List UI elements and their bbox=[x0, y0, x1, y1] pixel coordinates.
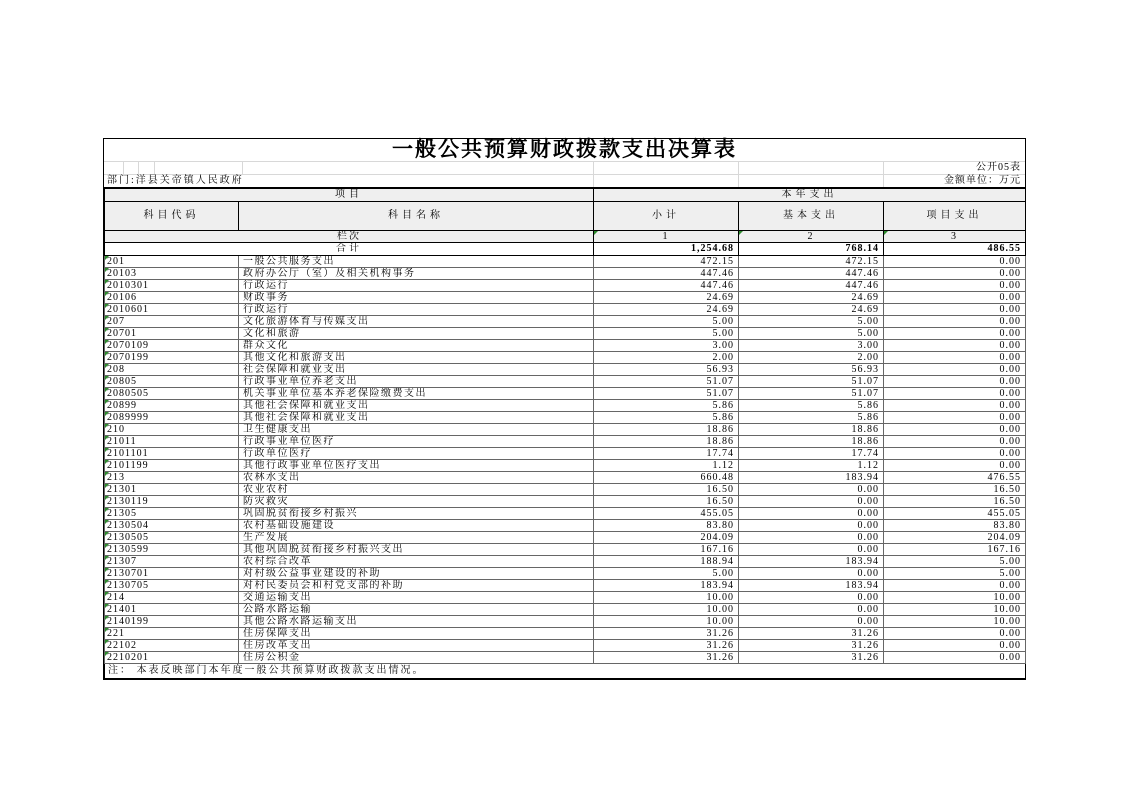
table-row bbox=[105, 328, 1026, 340]
gridline bbox=[593, 162, 594, 174]
subtotal-cell: 188.94 bbox=[594, 556, 739, 568]
subject-code-cell: 2130599 bbox=[105, 544, 239, 556]
subtotal-cell: 83.80 bbox=[594, 520, 739, 532]
subject-name-cell: 一般公共服务支出 bbox=[239, 256, 594, 268]
subject-code-cell: 20103 bbox=[105, 268, 239, 280]
cell-flag-icon bbox=[105, 592, 109, 596]
basic-expenditure-cell: 447.46 bbox=[739, 268, 884, 280]
subject-name-cell: 对村级公益事业建设的补助 bbox=[239, 568, 594, 580]
basic-expenditure-cell: 0.00 bbox=[739, 604, 884, 616]
basic-expenditure-cell: 51.07 bbox=[739, 376, 884, 388]
subtotal-cell: 472.15 bbox=[594, 256, 739, 268]
header-subtotal: 小计 bbox=[594, 202, 739, 231]
table-row bbox=[105, 652, 1026, 664]
table-row bbox=[105, 532, 1026, 544]
cell-flag-icon bbox=[105, 328, 109, 332]
subject-code-cell: 21305 bbox=[105, 508, 239, 520]
subject-name-cell: 农村基础设施建设 bbox=[239, 520, 594, 532]
project-expenditure-cell: 0.00 bbox=[884, 304, 1026, 316]
table-row bbox=[105, 568, 1026, 580]
basic-expenditure-cell: 0.00 bbox=[739, 496, 884, 508]
subject-code-cell: 21307 bbox=[105, 556, 239, 568]
subtotal-cell: 3.00 bbox=[594, 340, 739, 352]
project-expenditure-cell: 0.00 bbox=[884, 400, 1026, 412]
table-row bbox=[105, 352, 1026, 364]
project-expenditure-cell: 0.00 bbox=[884, 280, 1026, 292]
subtotal-cell: 204.09 bbox=[594, 532, 739, 544]
cell-flag-icon bbox=[105, 412, 109, 416]
table-row bbox=[105, 628, 1026, 640]
project-expenditure-cell: 0.00 bbox=[884, 268, 1026, 280]
subtotal-cell: 51.07 bbox=[594, 376, 739, 388]
subject-name-cell: 群众文化 bbox=[239, 340, 594, 352]
project-expenditure-cell: 16.50 bbox=[884, 496, 1026, 508]
gridline bbox=[138, 162, 139, 174]
total-project: 486.55 bbox=[884, 243, 1026, 256]
cell-flag-icon bbox=[105, 280, 109, 284]
table-row bbox=[105, 448, 1026, 460]
project-expenditure-cell: 5.00 bbox=[884, 556, 1026, 568]
gridline bbox=[242, 162, 243, 174]
table-row bbox=[105, 316, 1026, 328]
lane-label: 栏次 bbox=[105, 231, 594, 243]
subject-code-cell: 2080505 bbox=[105, 388, 239, 400]
cell-flag-icon bbox=[105, 616, 109, 620]
project-expenditure-cell: 0.00 bbox=[884, 328, 1026, 340]
basic-expenditure-cell: 51.07 bbox=[739, 388, 884, 400]
cell-flag-icon bbox=[105, 652, 109, 656]
cell-flag-icon bbox=[105, 388, 109, 392]
cell-flag-icon bbox=[739, 231, 743, 235]
table-row bbox=[105, 424, 1026, 436]
lane-index-1: 1 bbox=[594, 231, 739, 243]
subtotal-cell: 455.05 bbox=[594, 508, 739, 520]
subject-code-cell: 213 bbox=[105, 472, 239, 484]
subject-name-cell: 交通运输支出 bbox=[239, 592, 594, 604]
table-row bbox=[105, 280, 1026, 292]
table-row bbox=[105, 604, 1026, 616]
subject-code-cell: 2101199 bbox=[105, 460, 239, 472]
cell-flag-icon bbox=[105, 376, 109, 380]
gridline bbox=[123, 162, 124, 174]
subject-name-cell: 社会保障和就业支出 bbox=[239, 364, 594, 376]
subtotal-cell: 31.26 bbox=[594, 640, 739, 652]
project-expenditure-cell: 0.00 bbox=[884, 376, 1026, 388]
basic-expenditure-cell: 183.94 bbox=[739, 472, 884, 484]
subject-name-cell: 住房保障支出 bbox=[239, 628, 594, 640]
header-project-expenditure: 项目支出 bbox=[884, 202, 1026, 231]
cell-flag-icon bbox=[105, 364, 109, 368]
subject-code-cell: 20701 bbox=[105, 328, 239, 340]
table-row bbox=[105, 304, 1026, 316]
subject-code-cell: 21401 bbox=[105, 604, 239, 616]
subject-code-cell: 21011 bbox=[105, 436, 239, 448]
subject-name-cell: 政府办公厅（室）及相关机构事务 bbox=[239, 268, 594, 280]
subtotal-cell: 5.86 bbox=[594, 400, 739, 412]
subject-name-cell: 财政事务 bbox=[239, 292, 594, 304]
cell-flag-icon bbox=[105, 484, 109, 488]
table-row bbox=[105, 268, 1026, 280]
cell-flag-icon bbox=[884, 231, 888, 235]
subject-code-cell: 2140199 bbox=[105, 616, 239, 628]
report-title: 一般公共预算财政拨款支出决算表 bbox=[104, 139, 1025, 162]
subject-code-cell: 2010301 bbox=[105, 280, 239, 292]
subtotal-cell: 51.07 bbox=[594, 388, 739, 400]
project-expenditure-cell: 83.80 bbox=[884, 520, 1026, 532]
basic-expenditure-cell: 31.26 bbox=[739, 640, 884, 652]
subject-code-cell: 208 bbox=[105, 364, 239, 376]
cell-flag-icon bbox=[105, 436, 109, 440]
subtotal-cell: 18.86 bbox=[594, 436, 739, 448]
cell-flag-icon bbox=[105, 268, 109, 272]
subject-code-cell: 20106 bbox=[105, 292, 239, 304]
subtotal-cell: 10.00 bbox=[594, 604, 739, 616]
subject-name-cell: 其他文化和旅游支出 bbox=[239, 352, 594, 364]
subtotal-cell: 660.48 bbox=[594, 472, 739, 484]
cell-flag-icon bbox=[105, 400, 109, 404]
total-basic: 768.14 bbox=[739, 243, 884, 256]
gridline bbox=[883, 175, 884, 187]
table-row bbox=[105, 292, 1026, 304]
table-row bbox=[105, 484, 1026, 496]
subject-name-cell: 防灾救灾 bbox=[239, 496, 594, 508]
subject-code-cell: 2070199 bbox=[105, 352, 239, 364]
subtotal-cell: 17.74 bbox=[594, 448, 739, 460]
subject-code-cell: 210 bbox=[105, 424, 239, 436]
project-expenditure-cell: 5.00 bbox=[884, 568, 1026, 580]
project-expenditure-cell: 10.00 bbox=[884, 592, 1026, 604]
subject-name-cell: 农村综合改革 bbox=[239, 556, 594, 568]
table-row bbox=[105, 508, 1026, 520]
project-expenditure-cell: 0.00 bbox=[884, 448, 1026, 460]
project-expenditure-cell: 0.00 bbox=[884, 388, 1026, 400]
subject-code-cell: 221 bbox=[105, 628, 239, 640]
project-expenditure-cell: 0.00 bbox=[884, 316, 1026, 328]
cell-flag-icon bbox=[105, 604, 109, 608]
subject-code-cell: 201 bbox=[105, 256, 239, 268]
table-body bbox=[105, 256, 1026, 664]
project-expenditure-cell: 0.00 bbox=[884, 412, 1026, 424]
subject-name-cell: 其他社会保障和就业支出 bbox=[239, 400, 594, 412]
table-row bbox=[105, 640, 1026, 652]
cell-flag-icon bbox=[105, 580, 109, 584]
subtotal-cell: 10.00 bbox=[594, 592, 739, 604]
basic-expenditure-cell: 24.69 bbox=[739, 292, 884, 304]
basic-expenditure-cell: 447.46 bbox=[739, 280, 884, 292]
subject-name-cell: 其他行政事业单位医疗支出 bbox=[239, 460, 594, 472]
project-expenditure-cell: 0.00 bbox=[884, 424, 1026, 436]
basic-expenditure-cell: 17.74 bbox=[739, 448, 884, 460]
gridline bbox=[154, 162, 155, 174]
subject-code-cell: 22102 bbox=[105, 640, 239, 652]
project-expenditure-cell: 0.00 bbox=[884, 352, 1026, 364]
subtotal-cell: 5.00 bbox=[594, 328, 739, 340]
project-expenditure-cell: 167.16 bbox=[884, 544, 1026, 556]
expenditure-report-sheet bbox=[103, 138, 1026, 680]
lane-index-2: 2 bbox=[739, 231, 884, 243]
subject-code-cell: 2089999 bbox=[105, 412, 239, 424]
total-row bbox=[105, 243, 1026, 256]
project-expenditure-cell: 10.00 bbox=[884, 604, 1026, 616]
department-label: 部门:洋县关帝镇人民政府 bbox=[107, 175, 244, 186]
subject-name-cell: 其他巩固脱贫衔接乡村振兴支出 bbox=[239, 544, 594, 556]
expenditure-table bbox=[104, 188, 1026, 679]
subtotal-cell: 5.86 bbox=[594, 412, 739, 424]
project-expenditure-cell: 0.00 bbox=[884, 256, 1026, 268]
cell-flag-icon bbox=[105, 628, 109, 632]
basic-expenditure-cell: 2.00 bbox=[739, 352, 884, 364]
header-project-group: 项目 bbox=[105, 189, 594, 202]
subject-code-cell: 2130504 bbox=[105, 520, 239, 532]
total-label: 合计 bbox=[105, 243, 594, 256]
subject-name-cell: 其他公路水路运输支出 bbox=[239, 616, 594, 628]
subject-code-cell: 21301 bbox=[105, 484, 239, 496]
subject-code-cell: 2130505 bbox=[105, 532, 239, 544]
subject-name-cell: 行政事业单位养老支出 bbox=[239, 376, 594, 388]
project-expenditure-cell: 476.55 bbox=[884, 472, 1026, 484]
subtotal-cell: 31.26 bbox=[594, 652, 739, 664]
table-row bbox=[105, 592, 1026, 604]
subject-name-cell: 行政运行 bbox=[239, 280, 594, 292]
table-row bbox=[105, 616, 1026, 628]
cell-flag-icon bbox=[105, 292, 109, 296]
basic-expenditure-cell: 5.86 bbox=[739, 412, 884, 424]
subject-code-cell: 207 bbox=[105, 316, 239, 328]
total-subtotal: 1,254.68 bbox=[594, 243, 739, 256]
group-header-row bbox=[105, 189, 1026, 202]
subject-name-cell: 文化和旅游 bbox=[239, 328, 594, 340]
subject-name-cell: 其他社会保障和就业支出 bbox=[239, 412, 594, 424]
basic-expenditure-cell: 0.00 bbox=[739, 508, 884, 520]
subject-code-cell: 2130119 bbox=[105, 496, 239, 508]
table-row bbox=[105, 544, 1026, 556]
table-row bbox=[105, 412, 1026, 424]
subject-name-cell: 文化旅游体育与传媒支出 bbox=[239, 316, 594, 328]
basic-expenditure-cell: 5.86 bbox=[739, 400, 884, 412]
basic-expenditure-cell: 56.93 bbox=[739, 364, 884, 376]
basic-expenditure-cell: 0.00 bbox=[739, 592, 884, 604]
table-row bbox=[105, 472, 1026, 484]
subtotal-cell: 5.00 bbox=[594, 316, 739, 328]
project-expenditure-cell: 0.00 bbox=[884, 340, 1026, 352]
basic-expenditure-cell: 0.00 bbox=[739, 544, 884, 556]
subject-name-cell: 公路水路运输 bbox=[239, 604, 594, 616]
subject-code-cell: 2101101 bbox=[105, 448, 239, 460]
note-row bbox=[105, 664, 1026, 679]
header-subject-name: 科目名称 bbox=[239, 202, 594, 231]
table-row bbox=[105, 364, 1026, 376]
subtotal-cell: 183.94 bbox=[594, 580, 739, 592]
cell-flag-icon bbox=[594, 231, 598, 235]
table-row bbox=[105, 460, 1026, 472]
subject-name-cell: 住房公积金 bbox=[239, 652, 594, 664]
subtotal-cell: 447.46 bbox=[594, 280, 739, 292]
cell-flag-icon bbox=[105, 544, 109, 548]
subject-code-cell: 214 bbox=[105, 592, 239, 604]
subject-name-cell: 巩固脱贫衔接乡村振兴 bbox=[239, 508, 594, 520]
subject-code-cell: 20899 bbox=[105, 400, 239, 412]
project-expenditure-cell: 16.50 bbox=[884, 484, 1026, 496]
cell-flag-icon bbox=[105, 340, 109, 344]
basic-expenditure-cell: 24.69 bbox=[739, 304, 884, 316]
basic-expenditure-cell: 0.00 bbox=[739, 532, 884, 544]
subtotal-cell: 2.00 bbox=[594, 352, 739, 364]
table-row bbox=[105, 388, 1026, 400]
project-expenditure-cell: 0.00 bbox=[884, 628, 1026, 640]
project-expenditure-cell: 0.00 bbox=[884, 640, 1026, 652]
basic-expenditure-cell: 3.00 bbox=[739, 340, 884, 352]
cell-flag-icon bbox=[105, 496, 109, 500]
basic-expenditure-cell: 31.26 bbox=[739, 652, 884, 664]
subtotal-cell: 56.93 bbox=[594, 364, 739, 376]
basic-expenditure-cell: 0.00 bbox=[739, 520, 884, 532]
project-expenditure-cell: 0.00 bbox=[884, 460, 1026, 472]
project-expenditure-cell: 0.00 bbox=[884, 292, 1026, 304]
cell-flag-icon bbox=[105, 256, 109, 260]
subtotal-cell: 10.00 bbox=[594, 616, 739, 628]
subject-name-cell: 卫生健康支出 bbox=[239, 424, 594, 436]
subtotal-cell: 18.86 bbox=[594, 424, 739, 436]
subtotal-cell: 16.50 bbox=[594, 496, 739, 508]
cell-flag-icon bbox=[105, 520, 109, 524]
project-expenditure-cell: 204.09 bbox=[884, 532, 1026, 544]
subject-code-cell: 2210201 bbox=[105, 652, 239, 664]
department-row bbox=[104, 175, 1025, 188]
form-number: 公开05表 bbox=[976, 162, 1021, 173]
basic-expenditure-cell: 0.00 bbox=[739, 568, 884, 580]
cell-flag-icon bbox=[105, 568, 109, 572]
gridline bbox=[738, 162, 739, 174]
subtotal-cell: 31.26 bbox=[594, 628, 739, 640]
gridline bbox=[883, 162, 884, 174]
cell-flag-icon bbox=[105, 352, 109, 356]
cell-flag-icon bbox=[105, 640, 109, 644]
subject-code-cell: 2130705 bbox=[105, 580, 239, 592]
subtotal-cell: 167.16 bbox=[594, 544, 739, 556]
table-row bbox=[105, 520, 1026, 532]
form-number-row bbox=[104, 162, 1025, 175]
subject-name-cell: 住房改革支出 bbox=[239, 640, 594, 652]
subject-code-cell: 2130701 bbox=[105, 568, 239, 580]
column-header-row bbox=[105, 202, 1026, 231]
project-expenditure-cell: 0.00 bbox=[884, 652, 1026, 664]
subtotal-cell: 16.50 bbox=[594, 484, 739, 496]
lane-index-row bbox=[105, 231, 1026, 243]
project-expenditure-cell: 455.05 bbox=[884, 508, 1026, 520]
subtotal-cell: 24.69 bbox=[594, 304, 739, 316]
project-expenditure-cell: 10.00 bbox=[884, 616, 1026, 628]
cell-flag-icon bbox=[105, 424, 109, 428]
subtotal-cell: 24.69 bbox=[594, 292, 739, 304]
subject-name-cell: 对村民委员会和村党支部的补助 bbox=[239, 580, 594, 592]
subject-name-cell: 生产发展 bbox=[239, 532, 594, 544]
table-row bbox=[105, 436, 1026, 448]
table-row bbox=[105, 376, 1026, 388]
table-row bbox=[105, 556, 1026, 568]
project-expenditure-cell: 0.00 bbox=[884, 580, 1026, 592]
header-basic-expenditure: 基本支出 bbox=[739, 202, 884, 231]
basic-expenditure-cell: 18.86 bbox=[739, 424, 884, 436]
subject-name-cell: 行政事业单位医疗 bbox=[239, 436, 594, 448]
header-current-year-group: 本年支出 bbox=[594, 189, 1026, 202]
basic-expenditure-cell: 183.94 bbox=[739, 556, 884, 568]
cell-flag-icon bbox=[105, 316, 109, 320]
basic-expenditure-cell: 183.94 bbox=[739, 580, 884, 592]
lane-index-3: 3 bbox=[884, 231, 1026, 243]
cell-flag-icon bbox=[105, 508, 109, 512]
table-row bbox=[105, 340, 1026, 352]
subject-name-cell: 行政运行 bbox=[239, 304, 594, 316]
table-row bbox=[105, 256, 1026, 268]
table-row bbox=[105, 400, 1026, 412]
cell-flag-icon bbox=[105, 304, 109, 308]
subject-name-cell: 农林水支出 bbox=[239, 472, 594, 484]
project-expenditure-cell: 0.00 bbox=[884, 436, 1026, 448]
subject-name-cell: 行政单位医疗 bbox=[239, 448, 594, 460]
subject-code-cell: 2070109 bbox=[105, 340, 239, 352]
gridline bbox=[738, 175, 739, 187]
subject-code-cell: 2010601 bbox=[105, 304, 239, 316]
basic-expenditure-cell: 18.86 bbox=[739, 436, 884, 448]
cell-flag-icon bbox=[105, 532, 109, 536]
basic-expenditure-cell: 31.26 bbox=[739, 628, 884, 640]
unit-label: 金额单位：万元 bbox=[944, 175, 1021, 186]
basic-expenditure-cell: 5.00 bbox=[739, 316, 884, 328]
basic-expenditure-cell: 472.15 bbox=[739, 256, 884, 268]
subject-name-cell: 农业农村 bbox=[239, 484, 594, 496]
project-expenditure-cell: 0.00 bbox=[884, 364, 1026, 376]
table-note: 注： 本表反映部门本年度一般公共预算财政拨款支出情况。 bbox=[105, 664, 1026, 679]
subtotal-cell: 447.46 bbox=[594, 268, 739, 280]
subtotal-cell: 1.12 bbox=[594, 460, 739, 472]
basic-expenditure-cell: 5.00 bbox=[739, 328, 884, 340]
subtotal-cell: 5.00 bbox=[594, 568, 739, 580]
subject-code-cell: 20805 bbox=[105, 376, 239, 388]
subject-name-cell: 机关事业单位基本养老保险缴费支出 bbox=[239, 388, 594, 400]
basic-expenditure-cell: 0.00 bbox=[739, 616, 884, 628]
cell-flag-icon bbox=[105, 472, 109, 476]
basic-expenditure-cell: 1.12 bbox=[739, 460, 884, 472]
cell-flag-icon bbox=[105, 448, 109, 452]
basic-expenditure-cell: 0.00 bbox=[739, 484, 884, 496]
cell-flag-icon bbox=[105, 460, 109, 464]
table-row bbox=[105, 580, 1026, 592]
cell-flag-icon bbox=[105, 556, 109, 560]
gridline bbox=[593, 175, 594, 187]
header-subject-code: 科目代码 bbox=[105, 202, 239, 231]
table-row bbox=[105, 496, 1026, 508]
